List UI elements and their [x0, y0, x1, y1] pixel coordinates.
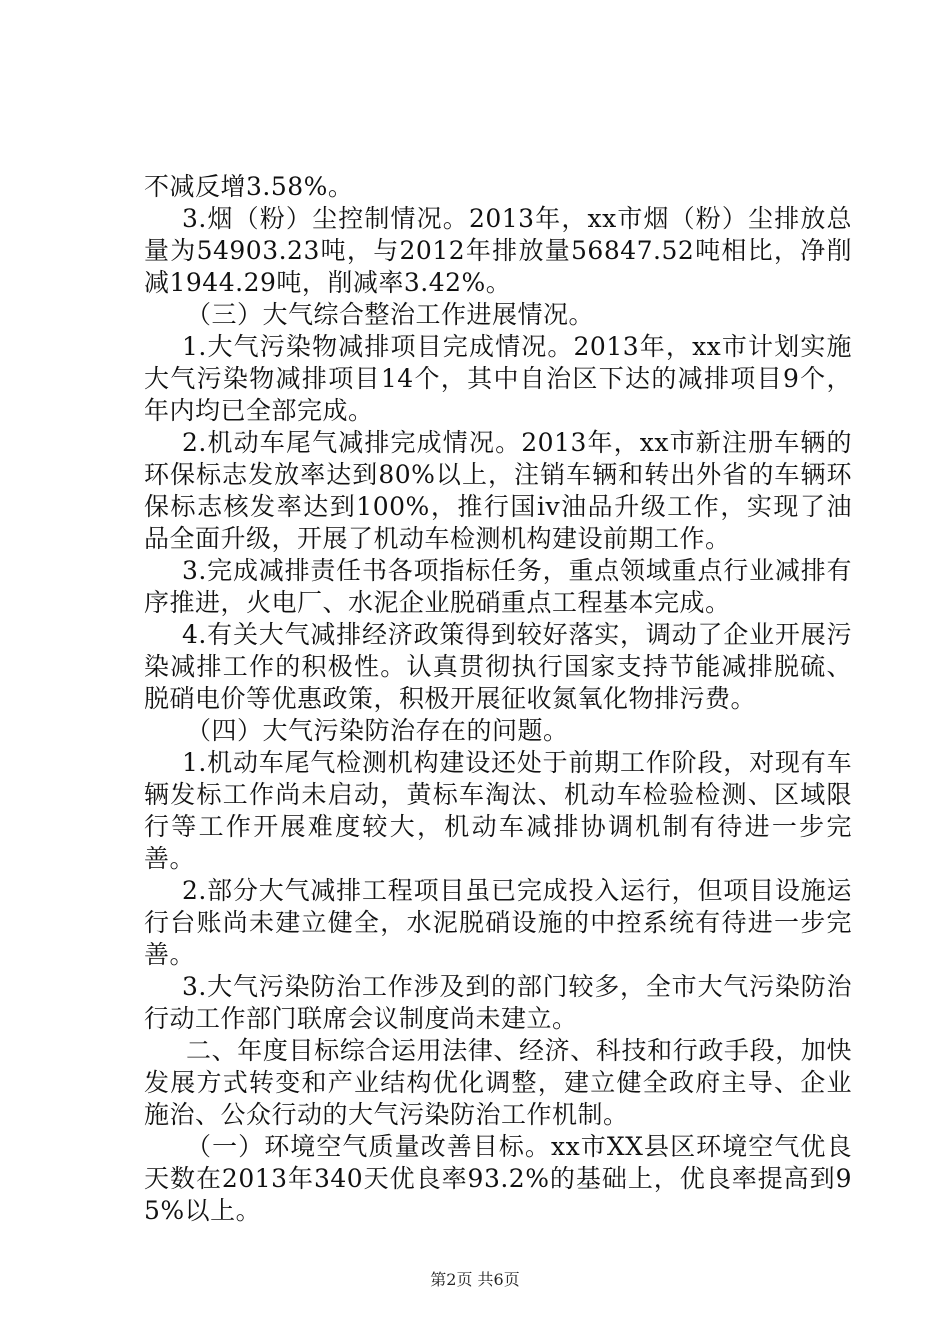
section-heading: （三）大气综合整治工作进展情况。	[186, 300, 595, 329]
section-heading: 二、年度目标综合运用法律、经济、科技和行政手段，加快发展方式转变和产业结构优化调整，建立健全政府主导、企业施治、公众行动的大气污染防治工作机制。	[144, 1036, 852, 1129]
paragraph: 4.有关大气减排经济政策得到较好落实，调动了企业开展污染减排工作的积极性。认真贯彻执行国家支持节能减排脱硫、脱硝电价等优惠政策，积极开展征收氮氧化物排污费。	[144, 620, 852, 713]
paragraph: 2.部分大气减排工程项目虽已完成投入运行，但项目设施运行台账尚未建立健全，水泥脱硝设施的中控系统有待进一步完善。	[144, 876, 852, 969]
paragraph: 3.烟（粉）尘控制情况。2013年，xx市烟（粉）尘排放总量为54903.23吨，与2012年排放量56847.52吨相比，净削减1944.29吨，削减率3.42%。	[144, 204, 852, 297]
paragraph: 1.大气污染物减排项目完成情况。2013年，xx市计划实施大气污染物减排项目14个，其中自治区下达的减排项目9个，年内均已全部完成。	[144, 332, 852, 425]
paragraph: 不减反增3.58%。	[144, 172, 354, 201]
page-footer: 第2页 共6页	[430, 1270, 520, 1289]
paragraph: 2.机动车尾气减排完成情况。2013年，xx市新注册车辆的环保标志发放率达到80%以上，注销车辆和转出外省的车辆环保标志核发率达到100%，推行国iv油品升级工作，实现了油品全面升级，开展了机动车检测机构建设前期工作。	[144, 428, 852, 553]
paragraph: （一）环境空气质量改善目标。xx市XX县区环境空气优良天数在2013年340天优良率93.2%的基础上，优良率提高到95%以上。	[144, 1132, 852, 1225]
paragraph: 3.完成减排责任书各项指标任务，重点领域重点行业减排有序推进，火电厂、水泥企业脱硝重点工程基本完成。	[144, 556, 852, 617]
document-body	[144, 171, 852, 1227]
paragraph: 3.大气污染防治工作涉及到的部门较多，全市大气污染防治行动工作部门联席会议制度尚未建立。	[144, 972, 852, 1033]
section-heading: （四）大气污染防治存在的问题。	[186, 716, 569, 745]
paragraph: 1.机动车尾气检测机构建设还处于前期工作阶段，对现有车辆发标工作尚未启动，黄标车淘汰、机动车检验检测、区域限行等工作开展难度较大，机动车减排协调机制有待进一步完善。	[144, 748, 852, 873]
